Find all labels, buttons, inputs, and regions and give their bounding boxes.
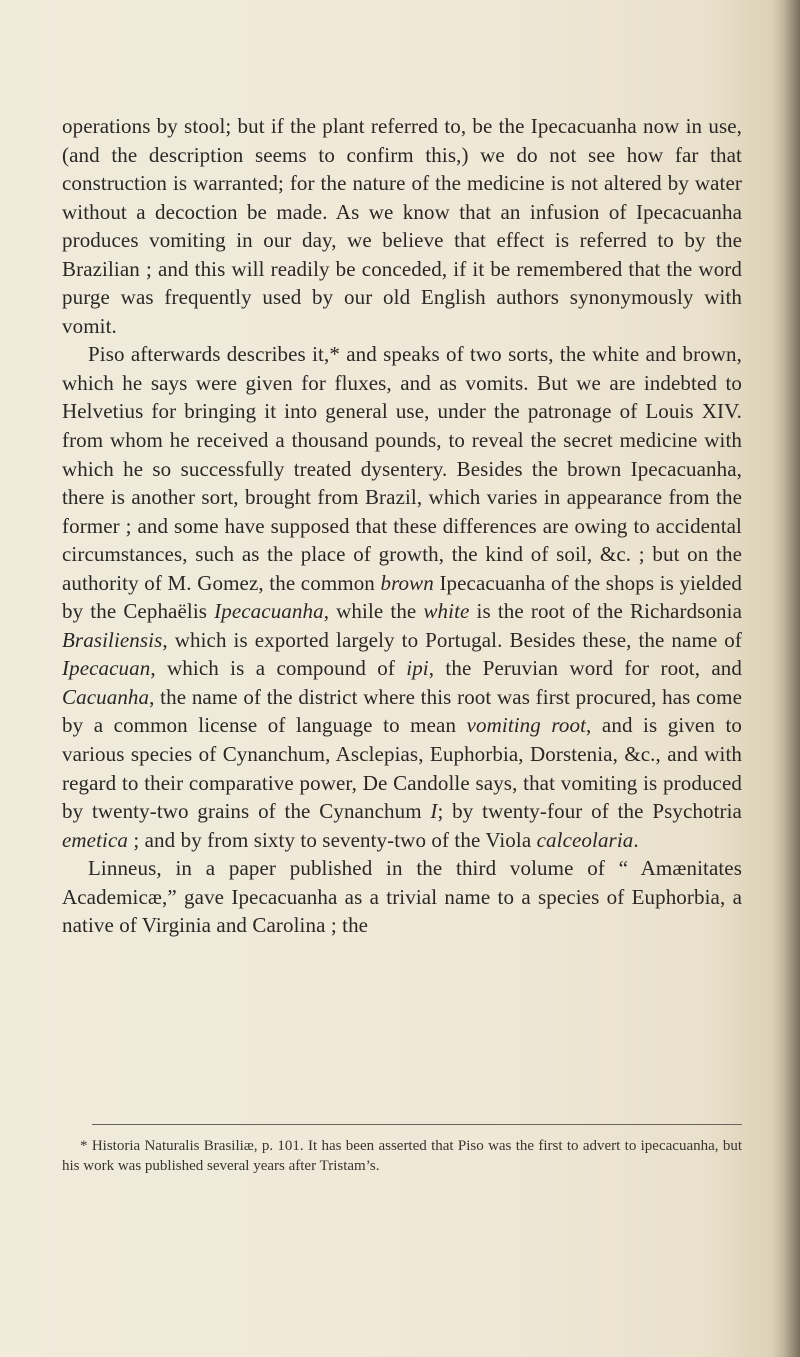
paragraph-2 [62,340,742,854]
text-run: Piso afterwards describes it,* and speaks of two sorts, the white and brown, which he says were given for fluxes, and as vomits. But we are indebted to Helvetius for bringing it into general use, under the patronage of Louis XIV. from whom he received a thousand pounds, to reveal the secret medicine with which he so successfully treated dysentery. Besides the brown Ipecacuanha, there is another sort, brought from Brazil, which varies in appearance from the former ; and some have supposed that these differences are owing to accidental circumstances, such as the place of growth, the kind of soil, &c. ; but on the authority of M. Gomez, the common [62,342,742,595]
paragraph-3 [62,854,742,940]
text-run: Linneus, in a paper published in the third volume of “ Amænitates Academicæ,” gave Ipecacuanha as a trivial name to a species of Euphorbia, a native of Virginia and Carolina ; the [62,856,742,938]
main-text [62,112,742,940]
text-run: ; by twenty-four of the Psychotria [437,799,742,824]
italic-text: Cacuanha [62,684,150,709]
footnote [62,1137,742,1176]
text-run: , the Peruvian word for root, and [428,656,742,681]
italic-text: emetica [62,827,128,852]
italic-text: brown [380,570,434,595]
text-run: , the name of the district where this root was first procured, has come by a common license of language to mean [62,684,742,738]
text-run: . [633,827,639,852]
italic-text: vomiting root [466,713,587,738]
text-run: Ipecacuanha of the shops is yielded by the Cephaëlis [62,570,742,624]
paragraph-1 [62,112,742,340]
italic-text: I [430,799,438,824]
italic-text: ipi [406,656,429,681]
italic-text: Ipecacuan [62,656,151,681]
italic-text: Ipecacuanha [214,599,324,624]
italic-text: Brasiliensis [62,627,163,652]
text-run: , which is exported largely to Portugal. Besides these, the name of [162,627,742,652]
text-run: is the root of the Richardsonia [469,599,743,624]
text-run: , while the [323,599,424,624]
text-run: , which is a compound of [150,656,407,681]
footnote-rule [92,1124,742,1125]
text-run: operations by stool; but if the plant referred to, be the Ipecacuanha now in use, (and the description seems to confirm this,) we do not see how far that construction is warranted; for the nature of the medicine is not altered by water without a decoction be made. As we know that an infusion of Ipecacuanha produces vomiting in our day, we believe that effect is referred to by the Brazilian ; and this will readily be conceded, if it be remembered that the word purge was frequently used by our old English authors synonymously with vomit. [62,114,742,338]
italic-text: calceolaria [536,827,634,852]
italic-text: white [423,599,470,624]
page-edge-shadow [772,0,800,1357]
text-run: ; and by from sixty to seventy-two of the Viola [128,827,537,852]
text-run: , and is given to various species of Cynanchum, Asclepias, Euphorbia, Dorstenia, &c., and with regard to their comparative power, De Candolle says, that vomiting is produced by twenty-two grains of the Cynanchum [62,713,742,824]
footnote-text: * Historia Naturalis Brasiliæ, p. 101. It has been asserted that Piso was the first to advert to ipecacuanha, but his work was published several years after Tristam’s. [62,1138,742,1174]
